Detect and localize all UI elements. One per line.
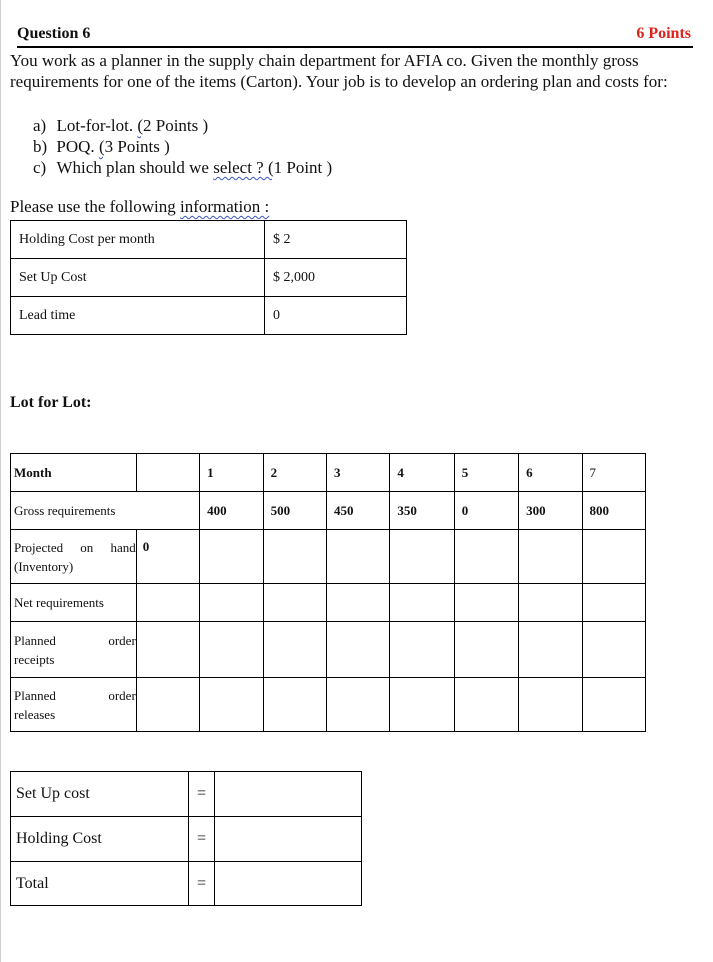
table-row <box>11 622 646 678</box>
empty-cell <box>263 530 326 584</box>
cost-equals: = <box>189 817 215 862</box>
gross-cell: 350 <box>390 492 454 530</box>
part-c-points: 1 Point ) <box>273 158 333 177</box>
part-a <box>33 116 208 136</box>
part-b-text: POQ. <box>56 137 99 156</box>
table-row <box>11 772 362 817</box>
question-points: 6 Points <box>636 25 691 42</box>
part-a-squiggle: ( <box>137 116 143 135</box>
table-row <box>11 259 407 297</box>
info-label: Set Up Cost <box>11 259 265 297</box>
empty-cell <box>136 622 199 678</box>
table-row <box>11 584 646 622</box>
part-b <box>33 137 170 157</box>
part-b-label: b) <box>33 137 48 156</box>
receipts-label: Planned order receipts <box>11 622 137 678</box>
part-c-text: Which plan should we <box>56 158 214 177</box>
page-left-edge <box>0 0 1 962</box>
empty-cell <box>200 622 263 678</box>
question-intro <box>10 50 708 92</box>
table-row <box>11 492 646 530</box>
gross-cell: 0 <box>454 492 518 530</box>
empty-cell <box>136 454 199 492</box>
net-label: Net requirements <box>11 584 137 622</box>
table-row <box>11 530 646 584</box>
table-row <box>11 678 646 732</box>
empty-cell <box>519 584 582 622</box>
cost-value <box>215 862 362 906</box>
question-title: Question 6 <box>17 25 91 42</box>
cost-label: Set Up cost <box>11 772 189 817</box>
cost-label: Total <box>11 862 189 906</box>
gross-label: Gross requirements <box>11 492 200 530</box>
part-c-label: c) <box>33 158 47 177</box>
empty-cell <box>263 584 326 622</box>
part-b-points: 3 Points ) <box>104 137 170 156</box>
please-text: Please use the following <box>10 197 180 216</box>
empty-cell <box>390 530 454 584</box>
lot-for-lot-table <box>10 453 646 732</box>
gross-cell: 800 <box>582 492 645 530</box>
cost-equals: = <box>189 772 215 817</box>
empty-cell <box>582 584 645 622</box>
part-a-text: Lot-for-lot. <box>56 116 138 135</box>
table-row <box>11 297 407 335</box>
empty-cell <box>582 678 645 732</box>
info-value: $ 2,000 <box>265 259 407 297</box>
section-title: Lot for Lot: <box>10 394 92 411</box>
cost-label: Holding Cost <box>11 817 189 862</box>
info-value: 0 <box>265 297 407 335</box>
empty-cell <box>200 530 263 584</box>
empty-cell <box>519 530 582 584</box>
month-cell: 4 <box>390 454 454 492</box>
month-cell: 5 <box>454 454 518 492</box>
gross-cell: 450 <box>326 492 389 530</box>
empty-cell <box>582 530 645 584</box>
empty-cell <box>390 678 454 732</box>
month-cell: 1 <box>200 454 263 492</box>
empty-cell <box>582 622 645 678</box>
empty-cell <box>326 622 389 678</box>
empty-cell <box>326 530 389 584</box>
gross-cell: 300 <box>519 492 582 530</box>
part-a-label: a) <box>33 116 47 135</box>
gross-cell: 500 <box>263 492 326 530</box>
month-cell: 3 <box>326 454 389 492</box>
empty-cell <box>326 678 389 732</box>
cost-table <box>10 771 362 906</box>
month-label: Month <box>11 454 137 492</box>
part-b-squiggle: ( <box>98 137 105 156</box>
empty-cell <box>136 678 199 732</box>
info-label: Holding Cost per month <box>11 221 265 259</box>
part-c-squiggle: select ? ( <box>213 158 274 177</box>
part-c <box>33 158 332 178</box>
empty-cell <box>454 678 518 732</box>
month-cell: 6 <box>519 454 582 492</box>
please-line <box>10 197 269 217</box>
info-table <box>10 220 407 335</box>
table-row <box>11 221 407 259</box>
empty-cell <box>390 622 454 678</box>
empty-cell <box>200 584 263 622</box>
empty-cell <box>454 584 518 622</box>
empty-cell <box>454 530 518 584</box>
empty-cell <box>326 584 389 622</box>
question-header <box>17 24 693 48</box>
empty-cell <box>263 678 326 732</box>
cost-value <box>215 817 362 862</box>
month-cell: 2 <box>263 454 326 492</box>
empty-cell <box>519 622 582 678</box>
empty-cell <box>263 622 326 678</box>
cost-equals: = <box>189 862 215 906</box>
empty-cell <box>519 678 582 732</box>
table-row <box>11 454 646 492</box>
info-label: Lead time <box>11 297 265 335</box>
poh-label: Projected on hand (Inventory) <box>11 530 137 584</box>
please-squiggle: information : <box>179 197 270 216</box>
empty-cell <box>454 622 518 678</box>
empty-cell <box>390 584 454 622</box>
empty-cell <box>136 584 199 622</box>
empty-cell <box>200 678 263 732</box>
part-a-points: 2 Points ) <box>143 116 209 135</box>
intro-text: You work as a planner in the supply chain department for AFIA co. Given the monthly gross requirements for one of the items (Carton). Your job is to develop an ordering plan and costs for: <box>10 51 668 91</box>
month-cell: 7 <box>582 454 645 492</box>
table-row <box>11 817 362 862</box>
table-row <box>11 862 362 906</box>
gross-cell: 400 <box>200 492 263 530</box>
info-value: $ 2 <box>265 221 407 259</box>
poh-initial: 0 <box>136 530 199 584</box>
releases-label: Planned order releases <box>11 678 137 732</box>
cost-value <box>215 772 362 817</box>
